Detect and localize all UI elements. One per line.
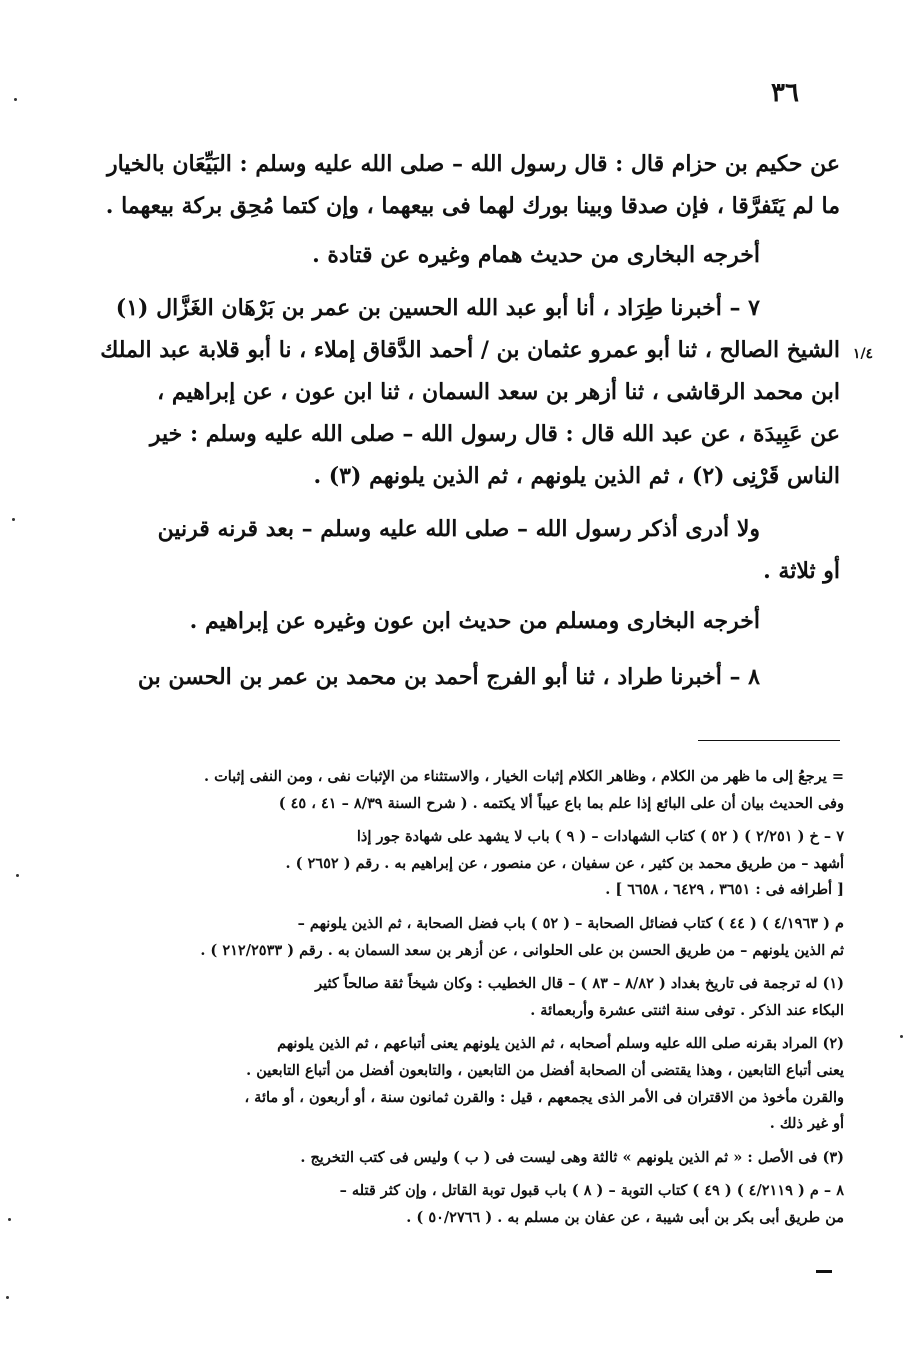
scan-speck xyxy=(6,1296,9,1299)
page-number: ٣٦ xyxy=(771,78,799,108)
footnote-block xyxy=(110,764,844,817)
footnote-block xyxy=(110,1145,844,1172)
footnote-line: من طريق أبى بكر بن أبى شيبة ، عن عفان بن مسلم به . ( ٥٠/٢٧٦٦ ) . xyxy=(406,1208,844,1226)
body-line: ولا أدرى أذكر رسول الله – صلى الله عليه وسلم – بعد قرنه قرنين xyxy=(157,516,760,542)
footnote-line: أو غير ذلك . xyxy=(769,1115,844,1133)
footnote-block xyxy=(110,824,844,904)
footnote-block xyxy=(110,911,844,964)
footnotes xyxy=(110,764,844,1239)
body-line: عن عَبِيدَة ، عن عبد الله قال : قال رسول الله – صلى الله عليه وسلم : خير xyxy=(149,421,840,447)
body-line: ابن محمد الرقاشى ، ثنا أزهر بن سعد السمان ، ثنا ابن عون ، عن إبراهيم ، xyxy=(157,379,840,405)
scan-speck xyxy=(16,874,19,877)
footnote-block xyxy=(110,1031,844,1137)
paragraph-hadith-7 xyxy=(100,287,840,497)
body-line: الشيخ الصالح ، ثنا أبو عمرو عثمان بن / أحمد الدَّقاق إملاء ، نا أبو قلابة عبد الملك xyxy=(100,337,840,363)
body-line: ما لم يَتَفرَّقا ، فإن صدقا وبينا بورك لهما فى بيعهما ، وإن كتما مُحِق بركة بيعهما . xyxy=(105,193,840,219)
footnote-line: [ أطرافه فى : ٣٦٥١ ، ٦٤٢٩ ، ٦٦٥٨ ] . xyxy=(605,881,844,899)
footnote-block xyxy=(110,971,844,1024)
footnote-line: يعنى أتباع التابعين ، وهذا يقتضى أن الصحابة أفضل من التابعين ، والتابعون أفضل من أتباع التابعين . xyxy=(246,1061,844,1079)
margin-note: ١/٤ xyxy=(852,346,874,362)
footnote-line: = يرجعُ إلى ما ظهر من الكلام ، وظاهر الكلام إثبات الخيار ، والاستثناء من الإثبات نفى ، ومن النفى إثبات . xyxy=(203,768,844,785)
footnote-block xyxy=(110,1178,844,1231)
footnote-line: (٣) فى الأصل : « ثم الذين يلونهم » ثالثة وهى ليست فى ( ب ) وليس فى كتب التخريج . xyxy=(300,1148,844,1166)
footnote-line: ٧ – خ ( ٢/٢٥١ ) ( ٥٢ ) كتاب الشهادات – ( ٩ ) باب لا يشهد على شهادة جور إذا xyxy=(356,828,844,846)
scan-speck xyxy=(14,98,17,101)
body-line: أو ثلاثة . xyxy=(763,558,840,584)
footnote-line: م ( ٤/١٩٦٣ ) ( ٤٤ ) كتاب فضائل الصحابة – ( ٥٢ ) باب فضل الصحابة ، ثم الذين يلونهم – xyxy=(297,914,844,932)
footnote-separator xyxy=(698,740,840,741)
paragraph-takhrij-6 xyxy=(128,234,840,276)
footnote-line: أشهد – من طريق محمد بن كثير ، عن سفيان ، عن منصور ، عن إبراهيم به . رقم ( ٢٦٥٢ ) . xyxy=(285,854,844,872)
paragraph-hadith-8 xyxy=(128,656,840,698)
body-line: عن حكيم بن حزام قال : قال رسول الله – صلى الله عليه وسلم : البَيِّعَان بالخيار xyxy=(106,151,840,177)
footnote-line: البكاء عند الذكر . توفى سنة اثنتى عشرة وأربعمائة . xyxy=(530,1001,844,1019)
footnote-line: ٨ – م ( ٤/٢١١٩ ) ( ٤٩ ) كتاب التوبة – ( ٨ ) باب قبول توبة القاتل ، وإن كثر قتله – xyxy=(339,1182,844,1200)
body-line: أخرجه البخارى ومسلم من حديث ابن عون وغيره عن إبراهيم . xyxy=(189,608,760,634)
body-line: ٧ – أخبرنا طِرَاد ، أنا أبو عبد الله الحسين بن عمر بن بَرْهَان الغَزَّال (١) xyxy=(115,295,760,321)
continuation-dash xyxy=(816,1270,832,1273)
footnote-line: (٢) المراد بقرنه صلى الله عليه وسلم أصحابه ، ثم الذين يلونهم يعنى أتباعهم ، ثم الذين يلونهم xyxy=(277,1035,844,1053)
paragraph-takhrij-7 xyxy=(128,600,840,642)
scan-speck xyxy=(12,518,15,521)
body-line: أخرجه البخارى من حديث همام وغيره عن قتادة . xyxy=(312,242,760,268)
scan-speck xyxy=(8,1218,11,1221)
body-line: ٨ – أخبرنا طراد ، ثنا أبو الفرج أحمد بن محمد بن عمر بن الحسن بن xyxy=(137,664,760,690)
paragraph-hadith-hakim xyxy=(105,143,840,227)
footnote-line: ثم الذين يلونهم – من طريق الحسن بن على الحلوانى ، عن أزهر بن سعد السمان به . رقم ( ٢١٢/٢٥٣٣ ) . xyxy=(200,941,844,959)
body-line: الناس قَرْنِى (٢) ، ثم الذين يلونهم ، ثم الذين يلونهم (٣) . xyxy=(313,463,840,489)
scan-speck xyxy=(900,1035,903,1038)
footnote-line: وفى الحديث بيان أن على البائع إذا علم بما باع عيباً ألا يكتمه . ( شرح السنة ٨/٣٩ – ٤١ ، ٤٥ ) xyxy=(278,794,844,812)
footnote-line: والقرن مأخوذ من الاقتران فى الأمر الذى يجمعهم ، قيل : والقرن ثمانون سنة ، أو أربعون ، أو مائة ، xyxy=(244,1088,844,1106)
footnote-line: (١) له ترجمة فى تاريخ بغداد ( ٨/٨٢ – ٨٣ ) – قال الخطيب : وكان شيخاً ثقة صالحاً كثير xyxy=(315,975,844,993)
paragraph-comment xyxy=(128,508,840,592)
